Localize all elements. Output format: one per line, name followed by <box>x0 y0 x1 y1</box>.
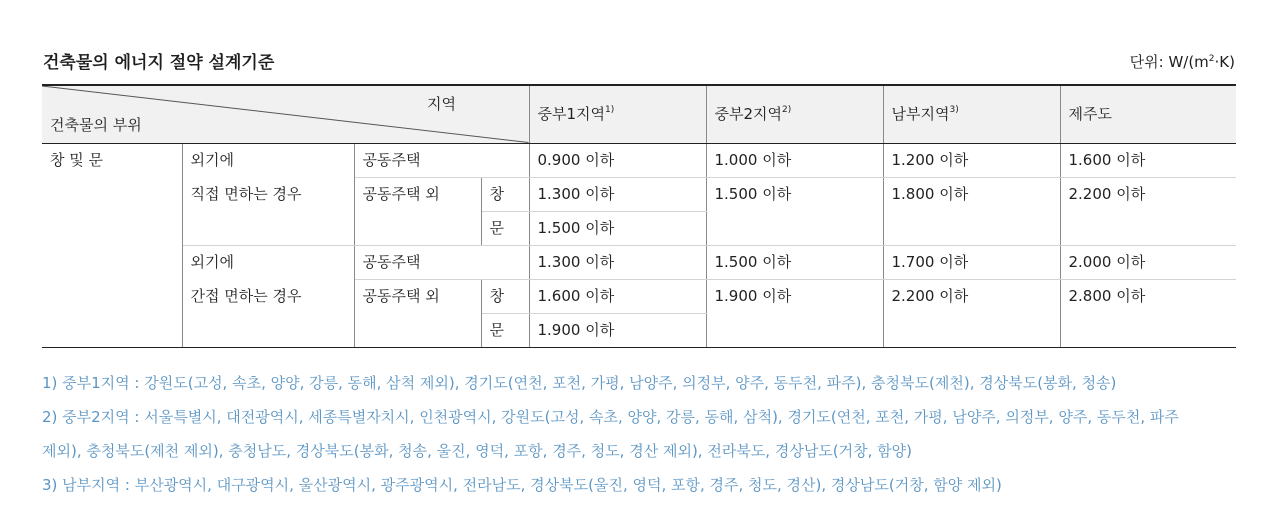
non-apartment-label: 공동주택 외 <box>354 279 481 347</box>
region-name: 제주도 <box>1068 105 1112 124</box>
region-axis-label: 지역 <box>427 95 456 113</box>
region-name: 중부2지역 <box>714 105 783 124</box>
table-row <box>42 143 1236 177</box>
page-title: 건축물의 에너지 절약 설계기준 <box>43 53 275 73</box>
unit-suffix: ·K) <box>1214 53 1235 71</box>
direct-label-line1: 외기에 <box>190 150 234 169</box>
value-cell: 1.500 이하 <box>529 211 706 245</box>
value-cell: 1.900 이하 <box>529 313 706 347</box>
indirect-exposure-cell <box>182 245 354 347</box>
non-apartment-label: 공동주택 외 <box>354 177 481 245</box>
header-region-central1 <box>529 85 706 143</box>
value-cell: 2.800 이하 <box>1060 279 1236 347</box>
footnote-3: 3) 남부지역 : 부산광역시, 대구광역시, 울산광역시, 광주광역시, 전라남도, 경상북도(울진, 영덕, 포항, 경주, 청도, 경산), 경상남도(거창, 함양 제외) <box>42 476 1002 494</box>
door-label: 문 <box>481 313 529 347</box>
footnote-2: 2) 중부2지역 : 서울특별시, 대전광역시, 세종특별자치시, 인천광역시, 강원도(고성, 속초, 양양, 강릉, 동해, 삼척), 경기도(연천, 포천, 가평, 남양주, 의정부, 양주, 동두천, 파주 <box>42 408 1179 426</box>
value-cell: 2.200 이하 <box>1060 177 1236 245</box>
table-row <box>42 245 1236 279</box>
region-name: 남부지역 <box>891 105 950 124</box>
value-cell: 1.600 이하 <box>529 279 706 313</box>
value-cell: 1.500 이하 <box>706 177 883 245</box>
apartment-label: 공동주택 <box>354 143 529 177</box>
region-footnote-mark: 2) <box>782 105 792 116</box>
window-label: 창 <box>481 279 529 313</box>
region-footnote-mark: 3) <box>949 105 959 116</box>
diagonal-header-cell <box>42 85 529 143</box>
unit-prefix: 단위: W/(m <box>1129 53 1209 71</box>
building-part-cell: 창 및 문 <box>42 143 182 347</box>
value-cell: 1.800 이하 <box>883 177 1060 245</box>
footnote-1: 1) 중부1지역 : 강원도(고성, 속초, 양양, 강릉, 동해, 삼척 제외), 경기도(연천, 포천, 가평, 남양주, 의정부, 양주, 동두천, 파주), 충청북도(제천), 경상북도(봉화, 청송) <box>42 374 1117 392</box>
value-cell: 1.500 이하 <box>706 245 883 279</box>
window-label: 창 <box>481 177 529 211</box>
region-name: 중부1지역 <box>537 105 606 124</box>
value-cell: 1.300 이하 <box>529 177 706 211</box>
value-cell: 1.700 이하 <box>883 245 1060 279</box>
header-region-central2 <box>706 85 883 143</box>
apartment-label: 공동주택 <box>354 245 529 279</box>
value-cell: 1.600 이하 <box>1060 143 1236 177</box>
footnote-2-continued: 제외), 충청북도(제천 제외), 충청남도, 경상북도(봉화, 청송, 울진, 영덕, 포항, 경주, 청도, 경산 제외), 전라북도, 경상남도(거창, 함양) <box>42 442 912 460</box>
value-cell: 1.000 이하 <box>706 143 883 177</box>
footnotes <box>42 366 1242 502</box>
value-cell: 1.900 이하 <box>706 279 883 347</box>
door-label: 문 <box>481 211 529 245</box>
value-cell: 0.900 이하 <box>529 143 706 177</box>
direct-exposure-cell <box>182 143 354 245</box>
insulation-standards-table <box>42 84 1236 348</box>
building-part-axis-label: 건축물의 부위 <box>50 115 142 134</box>
value-cell: 1.300 이하 <box>529 245 706 279</box>
direct-label-line2: 직접 면하는 경우 <box>190 184 302 203</box>
value-cell: 2.000 이하 <box>1060 245 1236 279</box>
header-region-south <box>883 85 1060 143</box>
indirect-label-line1: 외기에 <box>190 252 234 271</box>
header-region-jeju <box>1060 85 1236 143</box>
unit-label <box>1130 51 1235 72</box>
indirect-label-line2: 간접 면하는 경우 <box>190 286 302 305</box>
value-cell: 1.200 이하 <box>883 143 1060 177</box>
value-cell: 2.200 이하 <box>883 279 1060 347</box>
table-header-row <box>42 85 1236 143</box>
unit-superscript: 2 <box>1208 54 1215 64</box>
region-footnote-mark: 1) <box>605 105 615 116</box>
